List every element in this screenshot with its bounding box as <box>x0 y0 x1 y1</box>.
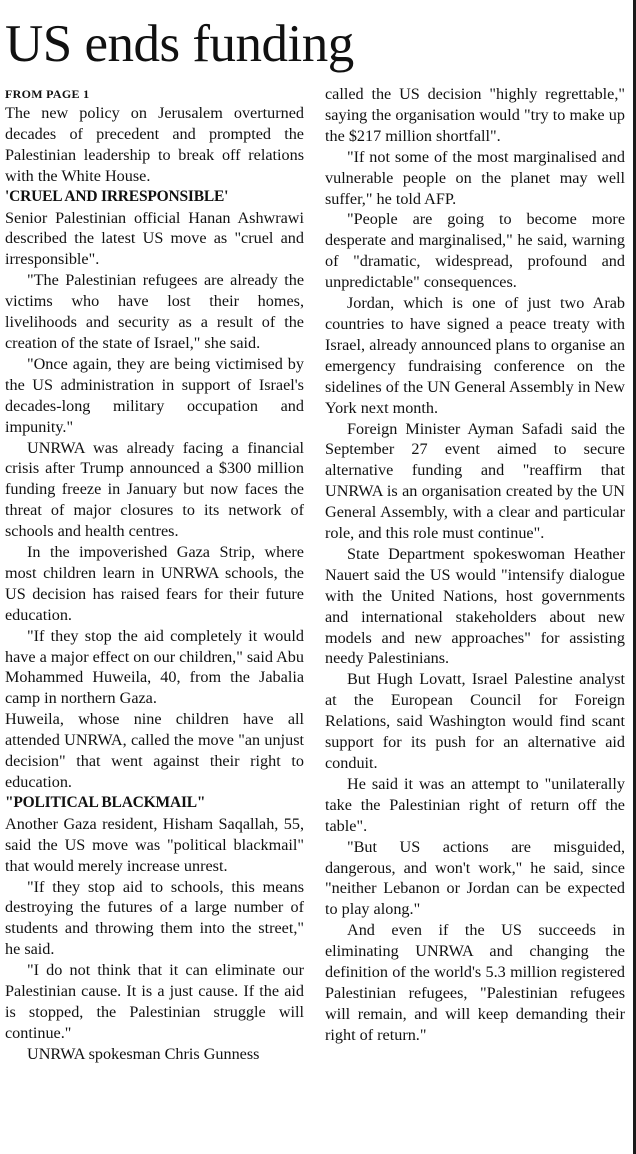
paragraph: called the US decision "highly regrettable," saying the organisation would "try to make up the $217 million shortfall". <box>325 85 625 145</box>
paragraph: And even if the US succeeds in eliminating UNRWA and changing the definition of the world's 5.3 million registered Palestinian refugees, "Palestinian refugees will remain, and will keep demanding their right of return." <box>325 921 625 1044</box>
paragraph: "I do not think that it can eliminate our Palestinian cause. It is a just cause. If the aid is stopped, the Palestinian struggle will continue." <box>5 961 304 1042</box>
paragraph: He said it was an attempt to "unilaterally take the Palestinian right of return off the table". <box>325 774 625 835</box>
paragraph: The new policy on Jerusalem overturned decades of precedent and prompted the Palestinian leadership to break off relations with the White House. <box>5 104 304 185</box>
headline: US ends funding <box>5 15 354 73</box>
paragraph: Another Gaza resident, Hisham Saqallah, 55, said the US move was "political blackmail" that would merely increase unrest. <box>5 814 304 875</box>
subheading: 'CRUEL AND IRRESPONSIBLE' <box>5 187 229 205</box>
paragraph: "But US actions are misguided, dangerous, and won't work," he said, since "neither Lebanon or Jordan can be expected to play along." <box>325 837 625 919</box>
paragraph: State Department spokeswoman Heather Nauert said the US would "intensify dialogue with the United Nations, host governments and international stakeholders about new models and new approaches" for assisting needy Palestinians. <box>325 544 625 668</box>
paragraph: In the impoverished Gaza Strip, where most children learn in UNRWA schools, the US decision has raised fears for their future education. <box>5 543 304 624</box>
paragraph: Foreign Minister Ayman Safadi said the September 27 event aimed to secure alternative funding and "reaffirm that UNRWA is an organisation created by the UN General Assembly, with a clear and particular role, and this role must continue". <box>325 419 625 543</box>
paragraph: "If they stop aid to schools, this means destroying the futures of a large number of students and throwing them into the street," he said. <box>5 877 304 959</box>
kicker: FROM PAGE 1 <box>5 87 90 101</box>
paragraph: UNRWA was already facing a financial crisis after Trump announced a $300 million funding freeze in January but now faces the threat of major closures to its network of schools and health centres. <box>5 438 304 541</box>
paragraph: "If they stop the aid completely it would have a major effect on our children," said Abu Mohammed Huweila, 40, from the Jabalia camp in northern Gaza. <box>5 626 304 708</box>
paragraph: But Hugh Lovatt, Israel Palestine analyst at the European Council for Foreign Relations, said Washington would find scant support for its push for an alternative aid conduit. <box>325 670 625 772</box>
right-column <box>325 84 625 1046</box>
paragraph: Huweila, whose nine children have all attended UNRWA, called the move "an unjust decision" that went against their right to education. <box>5 710 304 791</box>
subheading: "POLITICAL BLACKMAIL" <box>5 793 206 811</box>
paragraph: Senior Palestinian official Hanan Ashwrawi described the latest US move as "cruel and irresponsible". <box>5 208 304 269</box>
paragraph: UNRWA spokesman Chris Gunness <box>27 1044 260 1063</box>
paragraph: "If not some of the most marginalised and vulnerable people on the planet may well suffer," he told AFP. <box>325 147 625 208</box>
left-column <box>5 84 304 1065</box>
paragraph: "People are going to become more desperate and marginalised," he said, warning of "dramatic, widespread, profound and unpredictable" consequences. <box>325 210 625 292</box>
paragraph: "Once again, they are being victimised by the US administration in support of Israel's decades-long military occupation and impunity." <box>5 354 304 436</box>
paragraph: Jordan, which is one of just two Arab countries to have signed a peace treaty with Israel, already announced plans to organise an emergency fundraising conference on the sidelines of the UN General Assembly in New York next month. <box>325 294 625 417</box>
paragraph: "The Palestinian refugees are already the victims who have lost their homes, livelihoods and security as a result of the creation of the state of Israel," she said. <box>5 271 304 352</box>
